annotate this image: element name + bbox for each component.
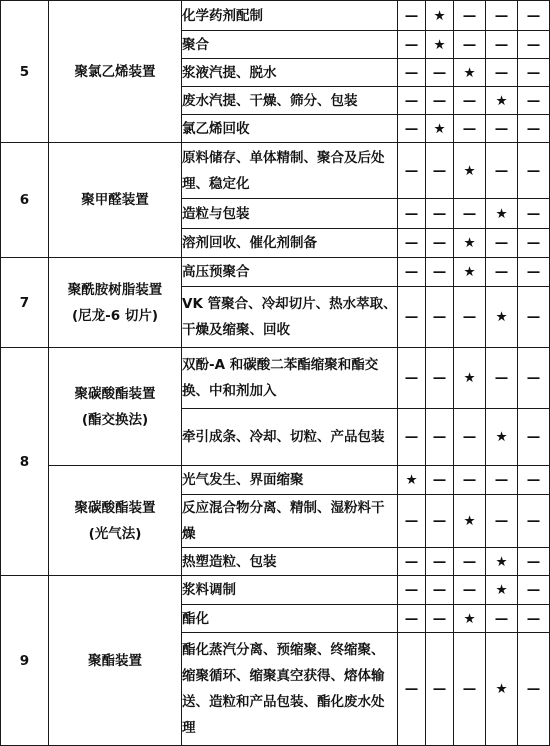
group-number: 8	[1, 348, 49, 576]
unit-name-line: 聚酯装置	[88, 652, 142, 669]
process-step: 溶剂回收、催化剂制备	[182, 229, 398, 258]
process-step: 氯乙烯回收	[182, 115, 398, 143]
dash-mark: —	[398, 115, 426, 143]
dash-mark: —	[398, 31, 426, 59]
group-number: 9	[1, 576, 49, 746]
table-row	[1, 576, 550, 605]
dash-mark: —	[426, 495, 454, 548]
unit-name	[49, 348, 182, 466]
unit-name	[49, 143, 182, 258]
dash-mark: —	[518, 548, 550, 576]
unit-name	[49, 1, 182, 143]
dash-mark: —	[426, 229, 454, 258]
dash-mark: —	[398, 576, 426, 605]
dash-mark: —	[426, 576, 454, 605]
table-row	[1, 258, 550, 287]
group-number: 5	[1, 1, 49, 143]
dash-mark: —	[486, 143, 518, 199]
unit-name-line: 聚氯乙烯装置	[74, 63, 156, 80]
process-step: 聚合	[182, 31, 398, 59]
dash-mark: —	[454, 576, 486, 605]
dash-mark: —	[486, 495, 518, 548]
dash-mark: —	[518, 495, 550, 548]
process-step: 高压预聚合	[182, 258, 398, 287]
dash-mark: —	[486, 31, 518, 59]
dash-mark: —	[454, 1, 486, 31]
dash-mark: —	[518, 31, 550, 59]
dash-mark: —	[398, 87, 426, 115]
table-row	[1, 143, 550, 199]
star-mark: ★	[454, 605, 486, 633]
star-mark: ★	[486, 409, 518, 466]
dash-mark: —	[518, 199, 550, 229]
star-mark: ★	[454, 59, 486, 87]
unit-name-line: (尼龙-6 切片)	[71, 307, 159, 324]
dash-mark: —	[426, 59, 454, 87]
dash-mark: —	[426, 548, 454, 576]
dash-mark: —	[426, 199, 454, 229]
dash-mark: —	[486, 466, 518, 495]
dash-mark: —	[518, 1, 550, 31]
dash-mark: —	[426, 258, 454, 287]
star-mark: ★	[486, 633, 518, 746]
dash-mark: —	[398, 548, 426, 576]
dash-mark: —	[398, 199, 426, 229]
process-step: 化学药剂配制	[182, 1, 398, 31]
dash-mark: —	[486, 1, 518, 31]
dash-mark: —	[486, 115, 518, 143]
process-step: 原料储存、单体精制、聚合及后处理、稳定化	[182, 143, 398, 199]
star-mark: ★	[454, 495, 486, 548]
dash-mark: —	[426, 409, 454, 466]
unit-name	[49, 576, 182, 746]
dash-mark: —	[398, 59, 426, 87]
star-mark: ★	[454, 229, 486, 258]
dash-mark: —	[518, 605, 550, 633]
dash-mark: —	[518, 143, 550, 199]
group-number: 6	[1, 143, 49, 258]
unit-name	[49, 258, 182, 348]
process-step: 浆液汽提、脱水	[182, 59, 398, 87]
dash-mark: —	[518, 633, 550, 746]
dash-mark: —	[398, 633, 426, 746]
star-mark: ★	[426, 31, 454, 59]
dash-mark: —	[454, 115, 486, 143]
process-step: 光气发生、界面缩聚	[182, 466, 398, 495]
star-mark: ★	[454, 348, 486, 409]
star-mark: ★	[486, 287, 518, 348]
star-mark: ★	[398, 466, 426, 495]
dash-mark: —	[426, 143, 454, 199]
dash-mark: —	[398, 287, 426, 348]
star-mark: ★	[426, 115, 454, 143]
dash-mark: —	[518, 576, 550, 605]
dash-mark: —	[398, 143, 426, 199]
dash-mark: —	[426, 605, 454, 633]
dash-mark: —	[518, 115, 550, 143]
process-step: 双酚-A 和碳酸二苯酯缩聚和酯交换、中和剂加入	[182, 348, 398, 409]
unit-name-line: 聚碳酸酯装置	[74, 499, 156, 516]
dash-mark: —	[518, 466, 550, 495]
process-step: 浆料调制	[182, 576, 398, 605]
star-mark: ★	[486, 548, 518, 576]
dash-mark: —	[454, 199, 486, 229]
dash-mark: —	[486, 258, 518, 287]
dash-mark: —	[486, 348, 518, 409]
dash-mark: —	[518, 258, 550, 287]
table-body	[1, 1, 550, 746]
dash-mark: —	[518, 409, 550, 466]
process-step: 酯化蒸汽分离、预缩聚、终缩聚、缩聚循环、缩聚真空获得、熔体输送、造粒和产品包装、酯化废水处理	[182, 633, 398, 746]
process-step: 热塑造粒、包装	[182, 548, 398, 576]
star-mark: ★	[426, 1, 454, 31]
dash-mark: —	[486, 59, 518, 87]
unit-name-line: (酯交换法)	[81, 411, 149, 428]
dash-mark: —	[454, 31, 486, 59]
star-mark: ★	[486, 87, 518, 115]
dash-mark: —	[398, 495, 426, 548]
unit-name	[49, 466, 182, 576]
dash-mark: —	[426, 287, 454, 348]
dash-mark: —	[426, 633, 454, 746]
star-mark: ★	[454, 143, 486, 199]
dash-mark: —	[426, 348, 454, 409]
star-mark: ★	[486, 199, 518, 229]
dash-mark: —	[398, 605, 426, 633]
dash-mark: —	[398, 258, 426, 287]
dash-mark: —	[426, 87, 454, 115]
dash-mark: —	[518, 59, 550, 87]
table-row	[1, 466, 550, 495]
dash-mark: —	[398, 409, 426, 466]
process-step: 牵引成条、冷却、切粒、产品包装	[182, 409, 398, 466]
dash-mark: —	[518, 87, 550, 115]
process-step: 废水汽提、干燥、筛分、包装	[182, 87, 398, 115]
dash-mark: —	[398, 1, 426, 31]
dash-mark: —	[486, 229, 518, 258]
unit-name-line: 聚碳酸酯装置	[74, 385, 156, 402]
dash-mark: —	[454, 87, 486, 115]
dash-mark: —	[454, 548, 486, 576]
table-row	[1, 348, 550, 409]
unit-name-line: 聚酰胺树脂装置	[67, 281, 163, 298]
star-mark: ★	[454, 258, 486, 287]
dash-mark: —	[518, 229, 550, 258]
process-step: 反应混合物分离、精制、湿粉料干燥	[182, 495, 398, 548]
dash-mark: —	[518, 287, 550, 348]
table-row	[1, 1, 550, 31]
unit-name-line: (光气法)	[88, 525, 142, 542]
dash-mark: —	[454, 409, 486, 466]
dash-mark: —	[518, 348, 550, 409]
process-step: VK 管聚合、冷却切片、热水萃取、干燥及缩聚、回收	[182, 287, 398, 348]
group-number: 7	[1, 258, 49, 348]
dash-mark: —	[486, 605, 518, 633]
dash-mark: —	[454, 287, 486, 348]
star-mark: ★	[486, 576, 518, 605]
dash-mark: —	[398, 229, 426, 258]
process-step: 酯化	[182, 605, 398, 633]
process-step: 造粒与包装	[182, 199, 398, 229]
dash-mark: —	[426, 466, 454, 495]
dash-mark: —	[398, 348, 426, 409]
dash-mark: —	[454, 466, 486, 495]
unit-name-line: 聚甲醛装置	[81, 192, 149, 208]
dash-mark: —	[454, 633, 486, 746]
